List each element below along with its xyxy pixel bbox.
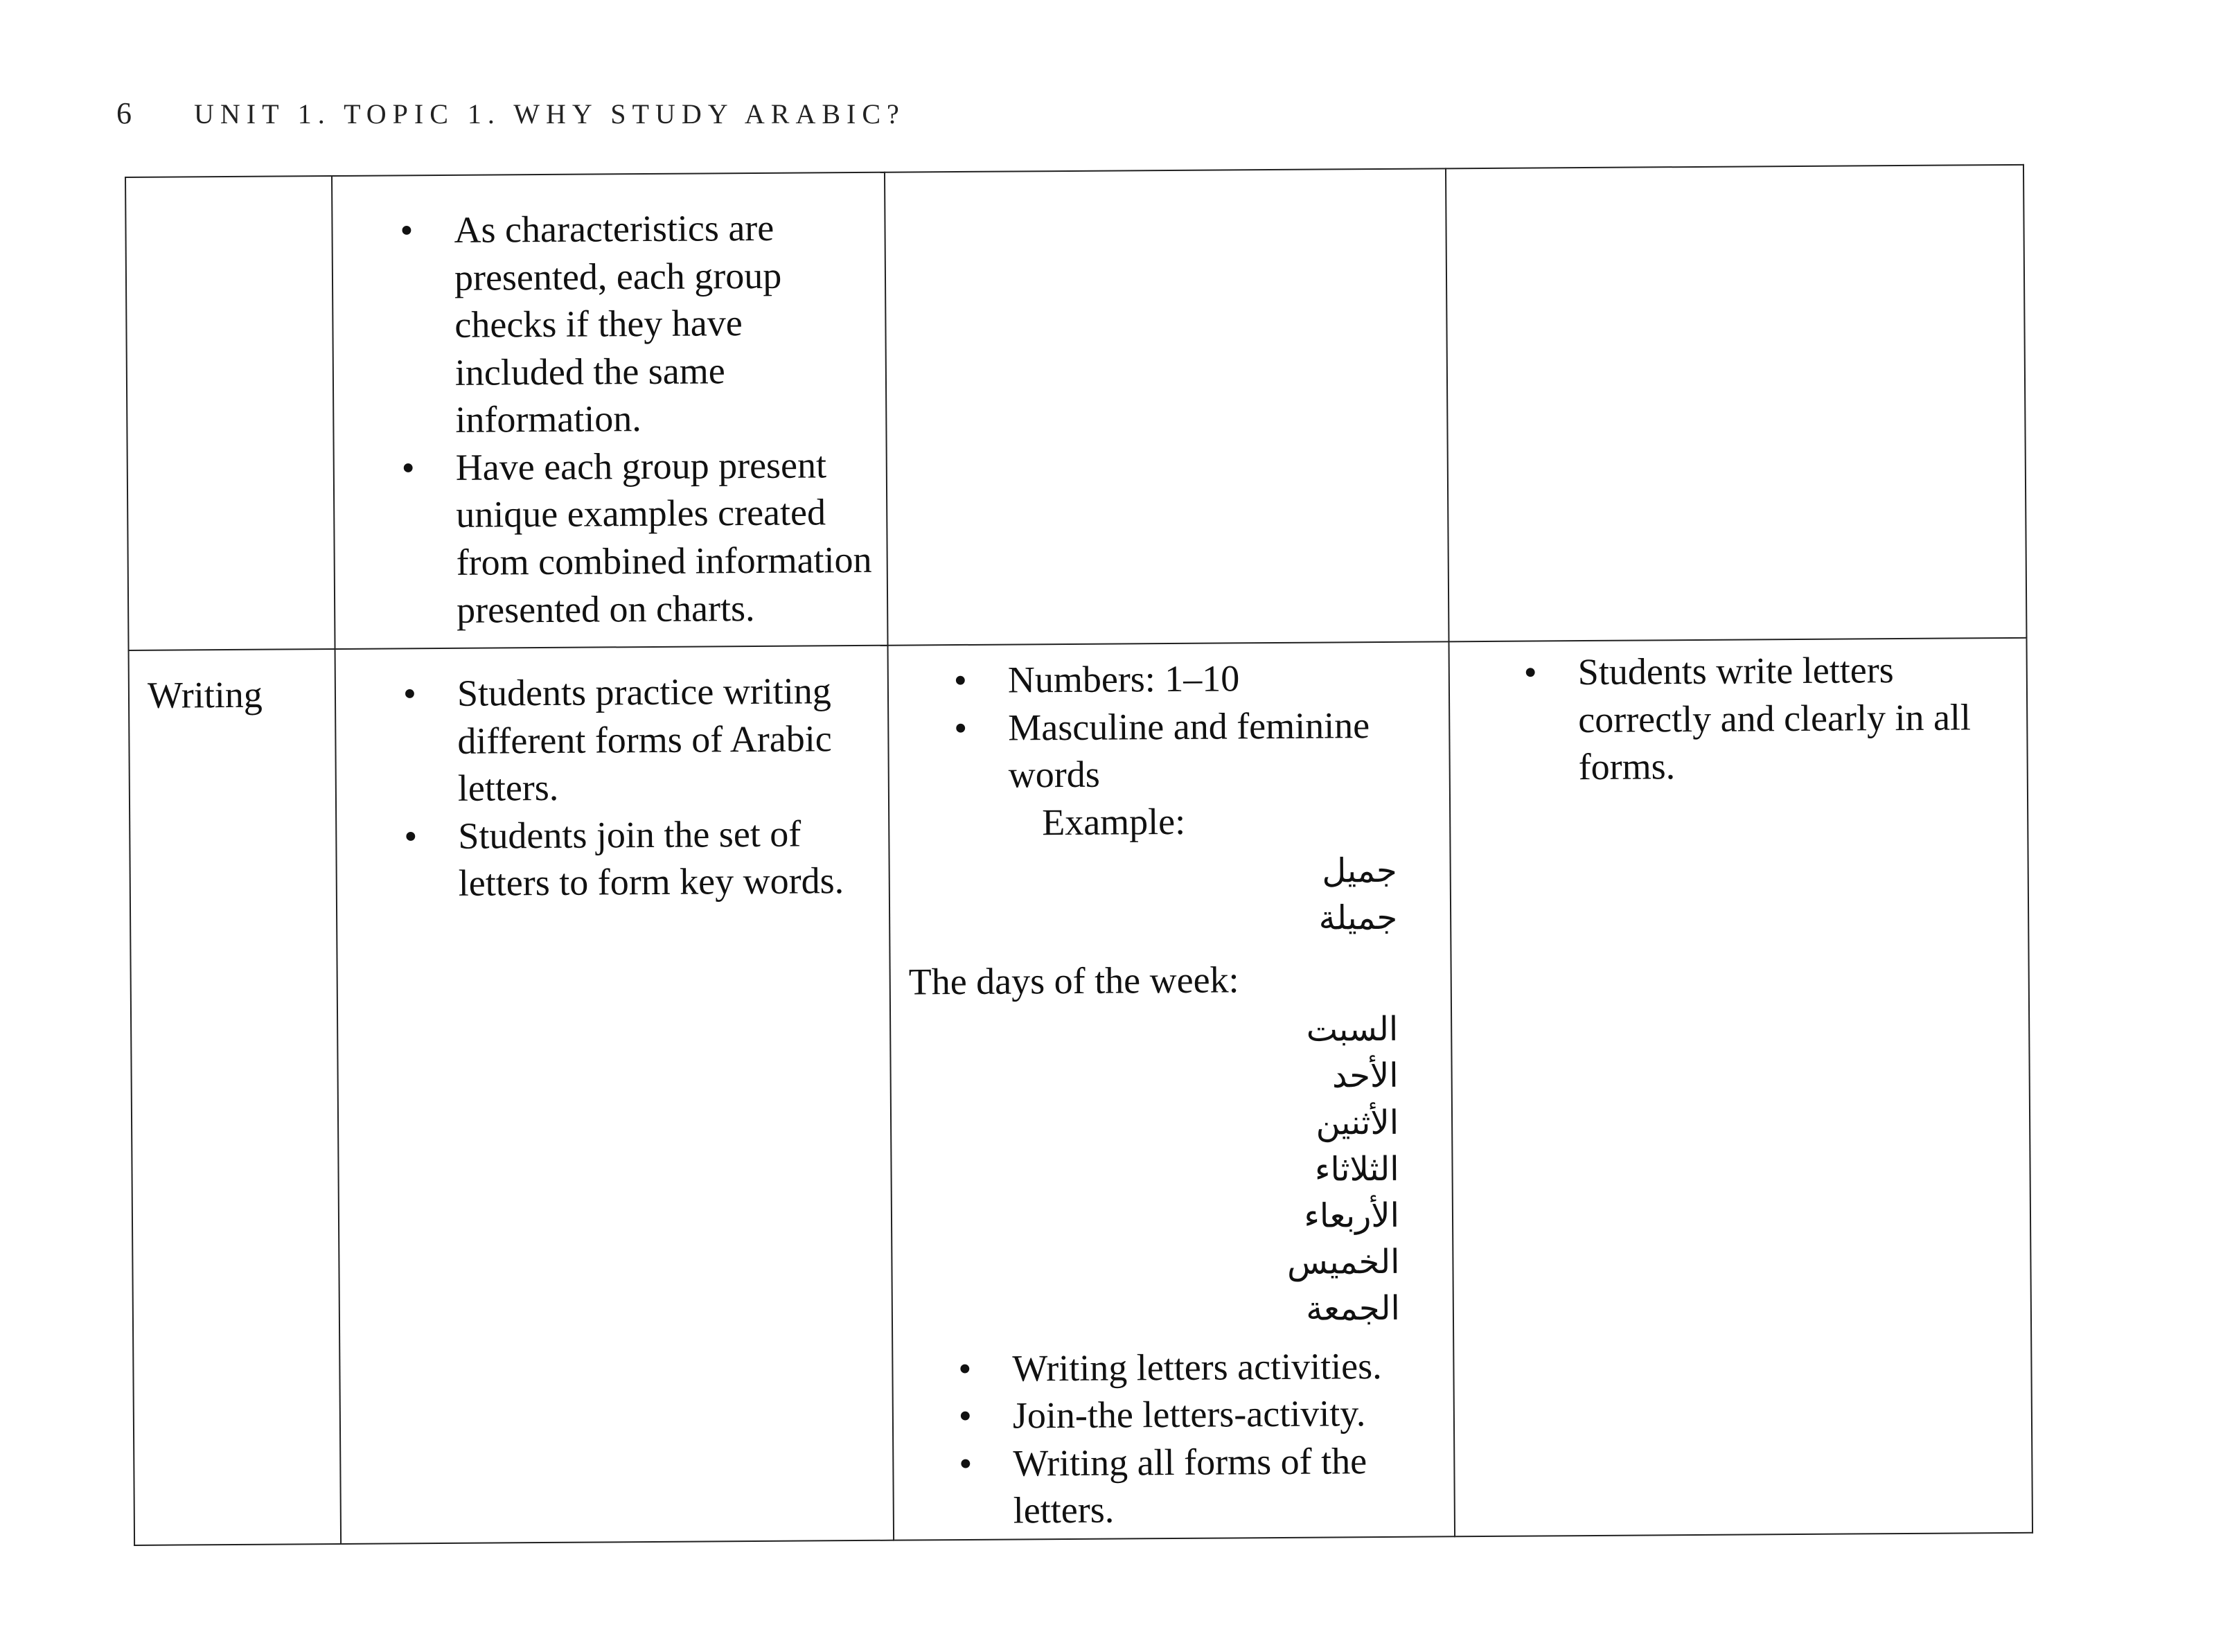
table-cell-content bbox=[888, 641, 1455, 1540]
running-header bbox=[116, 96, 905, 131]
arabic-word: جميلة bbox=[1318, 898, 1398, 938]
example-label: Example: bbox=[1042, 800, 1186, 843]
arabic-day: السبت bbox=[1306, 1010, 1399, 1049]
list-item: • Students join the set of letters to form key words. bbox=[458, 810, 880, 907]
arabic-day: الثلاثاء bbox=[1314, 1149, 1399, 1189]
bullet-list bbox=[1578, 646, 1999, 791]
table-cell-activities bbox=[332, 172, 888, 649]
bullet-list bbox=[893, 1342, 1433, 1535]
list-item: • As characteristics are presented, each group checks if they have included the same information. bbox=[454, 204, 877, 444]
arabic-days-list bbox=[891, 1006, 1432, 1335]
list-item: • Masculine and feminine words bbox=[1008, 701, 1428, 799]
table-cell-activities bbox=[335, 646, 894, 1544]
lesson-table bbox=[125, 164, 2033, 1546]
arabic-day: الجمعة bbox=[1306, 1289, 1401, 1329]
days-of-week-label: The days of the week: bbox=[908, 959, 1239, 1003]
list-item: • Numbers: 1–10 bbox=[1008, 654, 1428, 704]
lesson-table-wrapper bbox=[125, 164, 2032, 1545]
arabic-day: الأحد bbox=[1331, 1056, 1399, 1096]
arabic-day: الأربعاء bbox=[1304, 1196, 1400, 1236]
table-cell-empty bbox=[885, 168, 1449, 645]
table-row bbox=[125, 165, 2026, 650]
bullet-list bbox=[889, 654, 1428, 800]
arabic-example-words bbox=[889, 848, 1429, 945]
table-cell-skill: Writing bbox=[129, 649, 342, 1545]
table-cell-assessment bbox=[1449, 638, 2032, 1537]
bullet-list bbox=[454, 204, 878, 634]
table-row bbox=[129, 638, 2033, 1545]
running-title: UNIT 1. TOPIC 1. WHY STUDY ARABIC? bbox=[194, 98, 905, 130]
list-item: • Students practice writing different forms of Arabic letters. bbox=[457, 667, 880, 812]
list-item: • Have each group present unique examples created from combined information presented on charts. bbox=[456, 441, 879, 634]
list-item: • Writing all forms of the letters. bbox=[1013, 1437, 1433, 1534]
arabic-day: الأثنين bbox=[1316, 1103, 1399, 1143]
table-cell-empty bbox=[125, 176, 335, 650]
bullet-list bbox=[457, 667, 880, 907]
arabic-day: الخميس bbox=[1286, 1243, 1400, 1283]
table-cell-empty bbox=[1446, 165, 2027, 642]
arabic-word: جميل bbox=[1322, 851, 1397, 891]
list-item: • Join-the letters-activity. bbox=[1013, 1389, 1433, 1440]
list-item: • Writing letters activities. bbox=[1012, 1342, 1432, 1392]
list-item: • Students write letters correctly and clearly in all forms. bbox=[1578, 646, 1999, 791]
page-number: 6 bbox=[116, 96, 132, 130]
